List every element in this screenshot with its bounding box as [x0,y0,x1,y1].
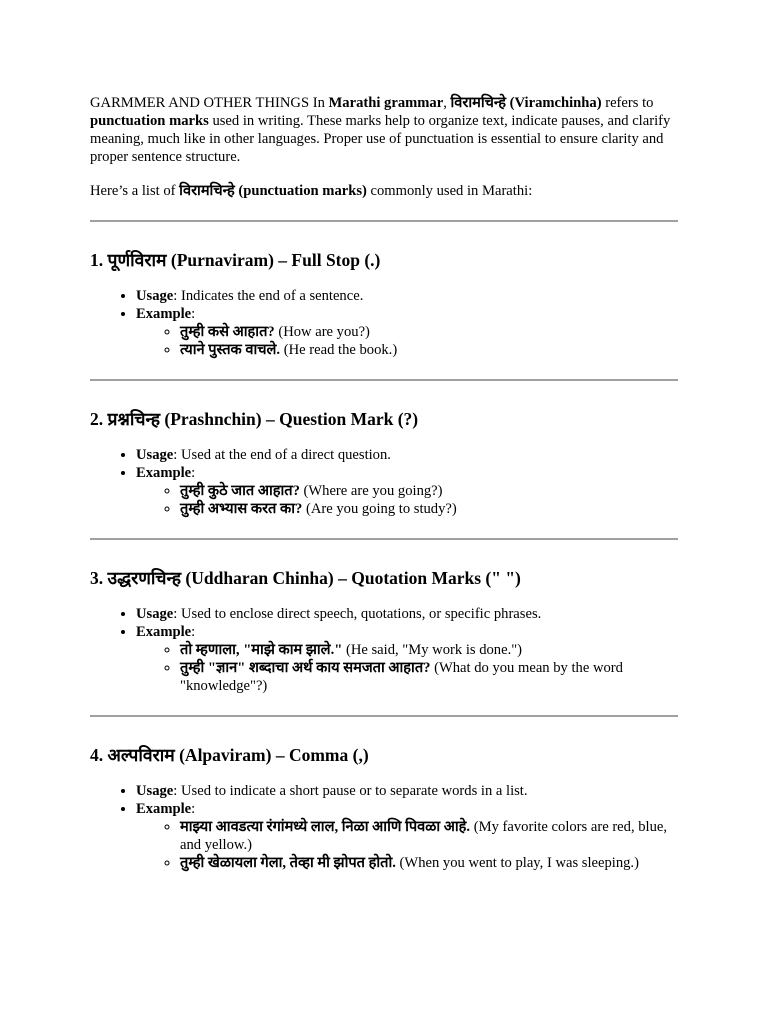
usage-item [136,605,682,623]
section-list [90,782,682,872]
example-line [180,500,682,518]
example-line [180,818,682,854]
usage-label: Usage [136,606,174,622]
example-label: Example [136,465,192,481]
example-marathi: तुम्ही कुठे जात आहात? [180,483,300,499]
example-english: (He said, "My work is done.") [342,642,523,658]
example-colon: : [191,801,196,817]
example-english: (Where are you going?) [299,483,443,499]
example-colon: : [191,465,196,481]
section-list [90,446,682,518]
usage-label: Usage [136,783,174,799]
example-line [180,482,682,500]
intro-comma: , [443,95,451,111]
usage-label: Usage [136,288,174,304]
example-item [136,623,682,695]
example-line [180,341,682,359]
example-item [136,800,682,872]
example-item [136,464,682,518]
example-colon: : [191,624,196,640]
usage-item [136,287,682,305]
section-list [90,287,682,359]
section-heading: 3. उद्धरणचिन्ह (Uddharan Chinha) – Quotation Marks (" ") [90,568,521,588]
example-list [136,482,682,518]
example-label: Example [136,624,192,640]
example-item [136,305,682,359]
example-marathi: माझ्या आवडत्या रंगांमध्ये लाल, निळा आणि पिवळा आहे. [180,819,471,835]
section-heading: 2. प्रश्नचिन्ह (Prashnchin) – Question Mark (?) [90,409,419,429]
example-marathi: तुम्ही अभ्यास करत का? [180,501,303,517]
usage-item [136,782,682,800]
section-divider [90,379,678,381]
section-list [90,605,682,695]
intro-viramchinha: विरामचिन्हे (Viramchinha) [450,95,602,111]
usage-text: : Used at the end of a direct question. [173,447,391,463]
intro-marathi-grammar: Marathi grammar [328,95,444,111]
example-line [180,854,682,872]
intro-punctuation-marks: punctuation marks [90,113,209,129]
example-marathi: तो म्हणाला, "माझे काम झाले." [180,642,343,658]
example-colon: : [191,306,196,322]
example-marathi: त्याने पुस्तक वाचले. [180,342,281,358]
example-english: (What do you mean by the word "knowledge"?) [180,660,623,694]
section-divider [90,220,678,222]
example-list [136,641,682,695]
list-intro-tail: commonly used in Marathi: [366,183,533,199]
usage-text: : Used to enclose direct speech, quotations, or specific phrases. [173,606,542,622]
example-english: (Are you going to study?) [302,501,457,517]
intro-text-2: used in writing. These marks help to organize text, indicate pauses, and clarify meaning, much like in other languages. Proper use of punctuation is essential to ensure clarity and proper sentence structure. [90,113,671,165]
example-english: (When you went to play, I was sleeping.) [395,855,639,871]
example-list [136,323,682,359]
example-marathi: तुम्ही "ज्ञान" शब्दाचा अर्थ काय समजता आहात? [180,660,431,676]
example-line [180,641,682,659]
intro-text-1: refers to [601,95,654,111]
list-intro-paragraph [90,182,682,200]
example-list [136,818,682,872]
section-heading: 4. अल्पविराम (Alpaviram) – Comma (,) [90,745,369,765]
intro-paragraph [90,94,682,166]
section-heading: 1. पूर्णविराम (Purnaviram) – Full Stop (.) [90,250,381,270]
example-english: (My favorite colors are red, blue, and yellow.) [180,819,668,853]
example-marathi: तुम्ही खेळायला गेला, तेव्हा मी झोपत होतो. [180,855,396,871]
example-english: (How are you?) [274,324,370,340]
usage-text: : Used to indicate a short pause or to separate words in a list. [173,783,528,799]
list-intro-bold: विरामचिन्हे (punctuation marks) [179,183,367,199]
section-divider [90,538,678,540]
example-english: (He read the book.) [280,342,398,358]
list-intro-lead: Here’s a list of [90,183,180,199]
example-marathi: तुम्ही कसे आहात? [180,324,275,340]
example-label: Example [136,306,192,322]
usage-text: : Indicates the end of a sentence. [173,288,364,304]
section-divider [90,715,678,717]
example-line [180,659,682,695]
usage-label: Usage [136,447,174,463]
document-body [90,94,682,872]
example-label: Example [136,801,192,817]
intro-lead: GARMMER AND OTHER THINGS In [90,95,329,111]
example-line [180,323,682,341]
usage-item [136,446,682,464]
